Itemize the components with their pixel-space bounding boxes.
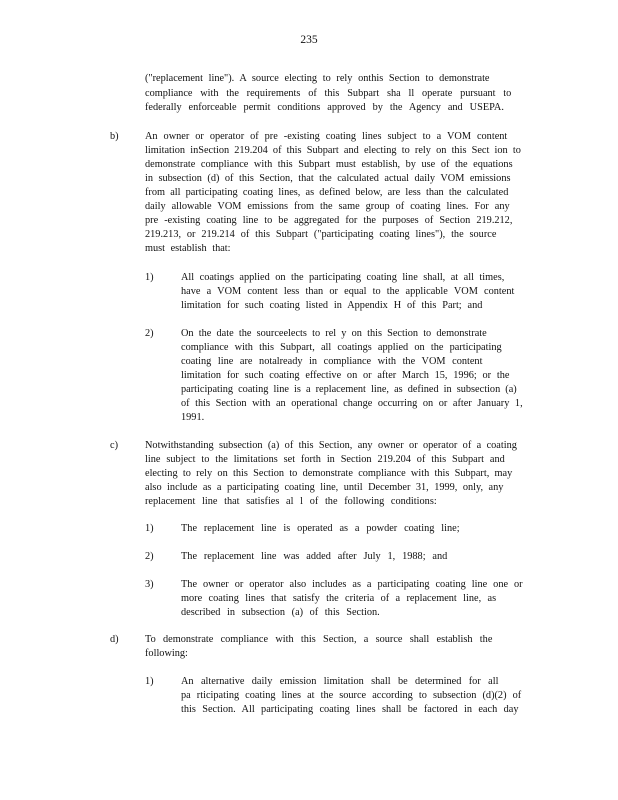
- item-b2-line: limitation for such coating effective on or after March 15, 1996; or the: [181, 370, 510, 381]
- item-b2-line: coating line are notalready in compliance with the VOM content: [181, 356, 483, 367]
- page-number: 235: [300, 34, 318, 46]
- item-d1-line: this Section. All participating coating lines shall be factored in each day: [181, 704, 519, 715]
- section-b-line: in subsection (d) of this Section, that the calculated actual daily VOM emissions: [145, 173, 511, 184]
- item-b1-label: 1): [145, 272, 154, 283]
- item-c2-label: 2): [145, 551, 154, 562]
- section-b-line: must establish that:: [145, 243, 231, 254]
- section-b-line: from all participating coating lines, as defined below, are less than the calculated: [145, 187, 509, 198]
- section-b-line: demonstrate compliance with this Subpart must establish, by use of the equations: [145, 159, 513, 170]
- item-b2-line: of this Section with an operational change occurring on or after January 1,: [181, 398, 523, 409]
- item-b2-line: On the date the sourceelects to rel y on this Section to demonstrate: [181, 328, 487, 339]
- section-c-line: also include as a participating coating line, until December 31, 1999, only, any: [145, 482, 504, 493]
- intro-line: ("replacement line"). A source electing to rely onthis Section to demonstrate: [145, 73, 490, 84]
- item-d1-line: pa rticipating coating lines at the source according to subsection (d)(2) of: [181, 690, 522, 701]
- item-c2-line: The replacement line was added after July 1, 1988; and: [181, 551, 448, 562]
- item-b2-line: 1991.: [181, 412, 205, 423]
- section-b-line: limitation inSection 219.204 of this Subpart and electing to rely on this Sect ion to: [145, 145, 521, 156]
- section-b-line: 219.213, or 219.214 of this Subpart ("participating coating lines"), the source: [145, 229, 497, 240]
- section-b-line: daily allowable VOM emissions from the same group of coating lines. For any: [145, 201, 510, 212]
- section-b-line: pre -existing coating line to be aggregated for the purposes of Section 219.212,: [145, 215, 513, 226]
- section-c-line: Notwithstanding subsection (a) of this Section, any owner or operator of a coating: [145, 440, 517, 451]
- item-d1-label: 1): [145, 676, 154, 687]
- section-b-label: b): [110, 131, 119, 142]
- item-c3-label: 3): [145, 579, 154, 590]
- item-c3-line: more coating lines that satisfy the criteria of a replacement line, as: [181, 593, 497, 604]
- section-c-line: line subject to the limitations set forth in Section 219.204 of this Subpart and: [145, 454, 505, 465]
- item-c1-line: The replacement line is operated as a powder coating line;: [181, 523, 460, 534]
- item-b2-line: compliance with this Subpart, all coatings applied on the participating: [181, 342, 502, 353]
- item-c3-line: The owner or operator also includes as a participating coating line one or: [181, 579, 523, 590]
- section-d-line: To demonstrate compliance with this Section, a source shall establish the: [145, 634, 493, 645]
- item-b1-line: have a VOM content less than or equal to the applicable VOM content: [181, 286, 515, 297]
- section-c-line: electing to rely on this Section to demonstrate compliance with this Subpart, may: [145, 468, 513, 479]
- item-b1-line: All coatings applied on the participating coating line shall, at all times,: [181, 272, 505, 283]
- item-b2-line: participating coating line is a replacement line, as defined in subsection (a): [181, 384, 517, 395]
- item-d1-line: An alternative daily emission limitation shall be determined for all: [181, 676, 499, 687]
- section-c-label: c): [110, 440, 118, 451]
- intro-line: compliance with the requirements of this Subpart sha ll operate pursuant to: [145, 88, 512, 99]
- item-b1-line: limitation for such coating listed in Appendix H of this Part; and: [181, 300, 483, 311]
- item-c3-line: described in subsection (a) of this Section.: [181, 607, 380, 618]
- section-c-line: replacement line that satisfies al l of the following conditions:: [145, 496, 437, 507]
- section-d-line: following:: [145, 648, 188, 659]
- intro-line: federally enforceable permit conditions approved by the Agency and USEPA.: [145, 102, 504, 113]
- item-c1-label: 1): [145, 523, 154, 534]
- section-d-label: d): [110, 634, 119, 645]
- item-b2-label: 2): [145, 328, 154, 339]
- section-b-line: An owner or operator of pre -existing coating lines subject to a VOM content: [145, 131, 508, 142]
